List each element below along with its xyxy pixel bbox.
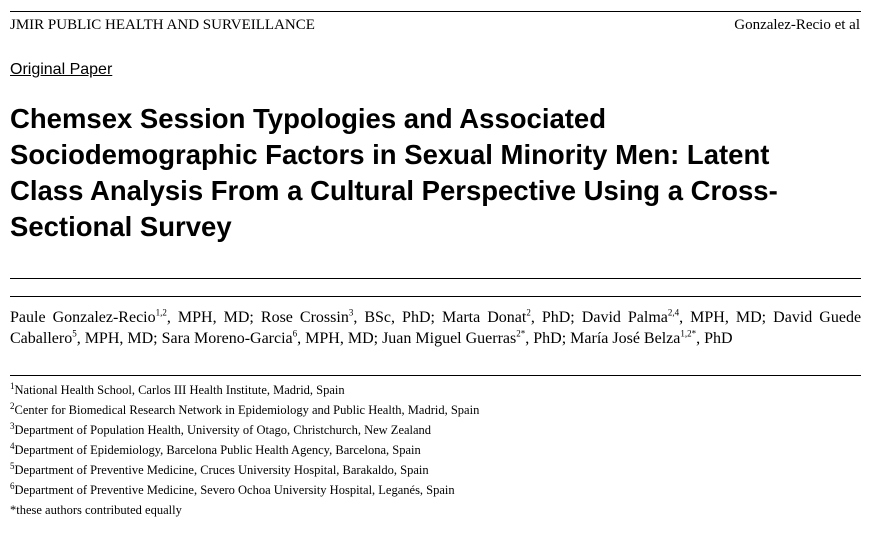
- author-degrees: , MPH, MD;: [166, 309, 261, 326]
- affiliation-text: Department of Preventive Medicine, Severo Ochoa University Hospital, Leganés, Spain: [14, 483, 455, 497]
- affiliation-number: 5: [10, 460, 15, 471]
- author-list: [10, 307, 861, 349]
- equal-contribution-note: *these authors contributed equally: [10, 503, 182, 517]
- affiliation-text: Department of Population Health, University of Otago, Christchurch, New Zealand: [14, 423, 432, 437]
- author-affiliation-marker: 2,4: [667, 307, 680, 318]
- author-affiliation-marker: 5: [72, 328, 77, 339]
- author-degrees: , MPH, MD;: [679, 309, 774, 326]
- authors-rule: [10, 375, 861, 376]
- affiliation-item: [10, 380, 861, 400]
- affiliation-text: Department of Preventive Medicine, Cruces University Hospital, Barakaldo, Spain: [14, 463, 429, 477]
- author-degrees: , MPH, MD;: [297, 330, 383, 347]
- journal-name: JMIR PUBLIC HEALTH AND SURVEILLANCE: [10, 17, 315, 33]
- author-name: Rose Crossin: [260, 309, 349, 326]
- author-name: Sara Moreno-Garcia: [161, 330, 293, 347]
- article-type: Original Paper: [10, 61, 113, 78]
- affiliation-number: 1: [10, 380, 15, 391]
- author-degrees: , PhD: [696, 330, 733, 347]
- affiliation-list: [10, 380, 861, 520]
- author-affiliation-marker: 1,2*: [680, 328, 697, 339]
- author-name: David Palma: [581, 309, 668, 326]
- author-name: Paule Gonzalez-Recio: [10, 309, 156, 326]
- author-affiliation-marker: 2*: [516, 328, 526, 339]
- title-line: Class Analysis From a Cultural Perspective Using a Cross-: [10, 175, 778, 206]
- author-affiliation-marker: 6: [292, 328, 298, 339]
- affiliation-text: Center for Biomedical Research Network in Epidemiology and Public Health, Madrid, Spain: [14, 403, 480, 417]
- author-affiliation-marker: 1,2: [155, 307, 167, 318]
- author-degrees: , PhD;: [525, 330, 571, 347]
- author-degrees: , PhD;: [530, 309, 582, 326]
- author-name: María José Belza: [570, 330, 681, 347]
- affiliation-item: [10, 480, 861, 500]
- running-author: Gonzalez-Recio et al: [734, 17, 860, 33]
- affiliation-text: Department of Epidemiology, Barcelona Public Health Agency, Barcelona, Spain: [14, 443, 421, 457]
- affiliation-item: [10, 440, 861, 460]
- author-name: David Guede Caballero: [10, 309, 862, 347]
- article-title: [10, 101, 860, 245]
- title-rule-lower: [10, 296, 861, 297]
- affiliation-number: 2: [10, 400, 15, 411]
- title-rule-upper: [10, 278, 861, 279]
- author-affiliation-marker: 2: [526, 307, 531, 318]
- author-degrees: , BSc, PhD;: [353, 309, 442, 326]
- affiliation-number: 4: [10, 440, 15, 451]
- affiliation-text: National Health School, Carlos III Health Institute, Madrid, Spain: [14, 383, 345, 397]
- title-line: Chemsex Session Typologies and Associated: [10, 103, 607, 134]
- title-line: Sectional Survey: [10, 211, 232, 242]
- author-degrees: , MPH, MD;: [76, 330, 162, 347]
- affiliation-item: [10, 460, 861, 480]
- header-top-rule: [10, 11, 861, 12]
- affiliation-item: [10, 420, 861, 440]
- title-line: Sociodemographic Factors in Sexual Minority Men: Latent: [10, 139, 770, 170]
- author-name: Marta Donat: [441, 309, 527, 326]
- author-name: Juan Miguel Guerras: [382, 330, 517, 347]
- affiliation-number: 6: [10, 480, 15, 491]
- affiliation-number: 3: [10, 420, 15, 431]
- author-affiliation-marker: 3: [348, 307, 354, 318]
- affiliation-item: [10, 400, 861, 420]
